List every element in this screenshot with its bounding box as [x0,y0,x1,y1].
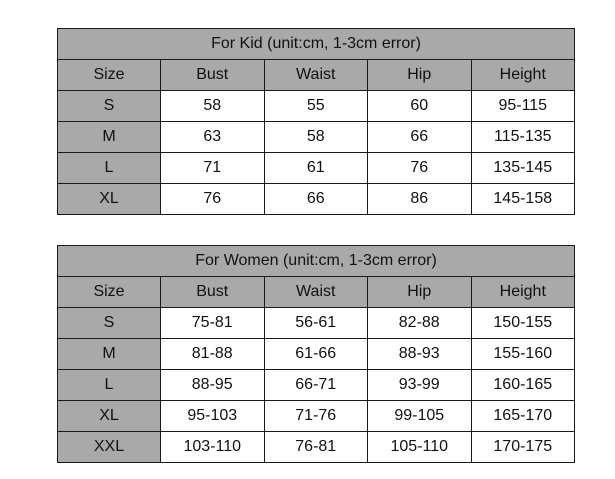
bust-value: 58 [161,91,265,122]
table-row [58,91,575,122]
table-row [58,432,575,463]
waist-value: 66-71 [264,370,368,401]
size-label: S [58,91,161,122]
waist-value: 58 [264,122,368,153]
height-value: 155-160 [471,339,575,370]
bust-value: 81-88 [161,339,265,370]
size-label: L [58,153,161,184]
size-label: L [58,370,161,401]
hip-value: 88-93 [368,339,472,370]
waist-value: 71-76 [264,401,368,432]
bust-value: 88-95 [161,370,265,401]
women-header-hip: Hip [368,277,472,308]
kid-header-hip: Hip [368,60,472,91]
table-row [58,122,575,153]
hip-value: 76 [368,153,472,184]
size-label: XL [58,401,161,432]
table-row [58,184,575,215]
kid-header-waist: Waist [264,60,368,91]
waist-value: 61-66 [264,339,368,370]
women-size-table [57,245,575,463]
size-label: M [58,339,161,370]
bust-value: 71 [161,153,265,184]
kid-title-row [58,29,575,60]
size-label: M [58,122,161,153]
women-header-bust: Bust [161,277,265,308]
table-row [58,339,575,370]
height-value: 150-155 [471,308,575,339]
bust-value: 75-81 [161,308,265,339]
size-label: XXL [58,432,161,463]
hip-value: 93-99 [368,370,472,401]
waist-value: 55 [264,91,368,122]
women-table-title: For Women (unit:cm, 1-3cm error) [58,246,575,277]
kid-table-title: For Kid (unit:cm, 1-3cm error) [58,29,575,60]
kid-header-row [58,60,575,91]
height-value: 145-158 [471,184,575,215]
waist-value: 76-81 [264,432,368,463]
size-label: XL [58,184,161,215]
size-label: S [58,308,161,339]
women-header-waist: Waist [264,277,368,308]
hip-value: 99-105 [368,401,472,432]
bust-value: 63 [161,122,265,153]
waist-value: 66 [264,184,368,215]
height-value: 95-115 [471,91,575,122]
hip-value: 86 [368,184,472,215]
hip-value: 60 [368,91,472,122]
women-header-height: Height [471,277,575,308]
height-value: 160-165 [471,370,575,401]
table-row [58,153,575,184]
women-title-row [58,246,575,277]
height-value: 165-170 [471,401,575,432]
table-row [58,401,575,432]
height-value: 170-175 [471,432,575,463]
height-value: 115-135 [471,122,575,153]
hip-value: 66 [368,122,472,153]
hip-value: 105-110 [368,432,472,463]
kid-header-size: Size [58,60,161,91]
waist-value: 56-61 [264,308,368,339]
women-header-size: Size [58,277,161,308]
women-header-row [58,277,575,308]
kid-size-table [57,28,575,215]
bust-value: 95-103 [161,401,265,432]
height-value: 135-145 [471,153,575,184]
bust-value: 76 [161,184,265,215]
hip-value: 82-88 [368,308,472,339]
waist-value: 61 [264,153,368,184]
table-row [58,370,575,401]
kid-header-bust: Bust [161,60,265,91]
bust-value: 103-110 [161,432,265,463]
kid-header-height: Height [471,60,575,91]
table-row [58,308,575,339]
